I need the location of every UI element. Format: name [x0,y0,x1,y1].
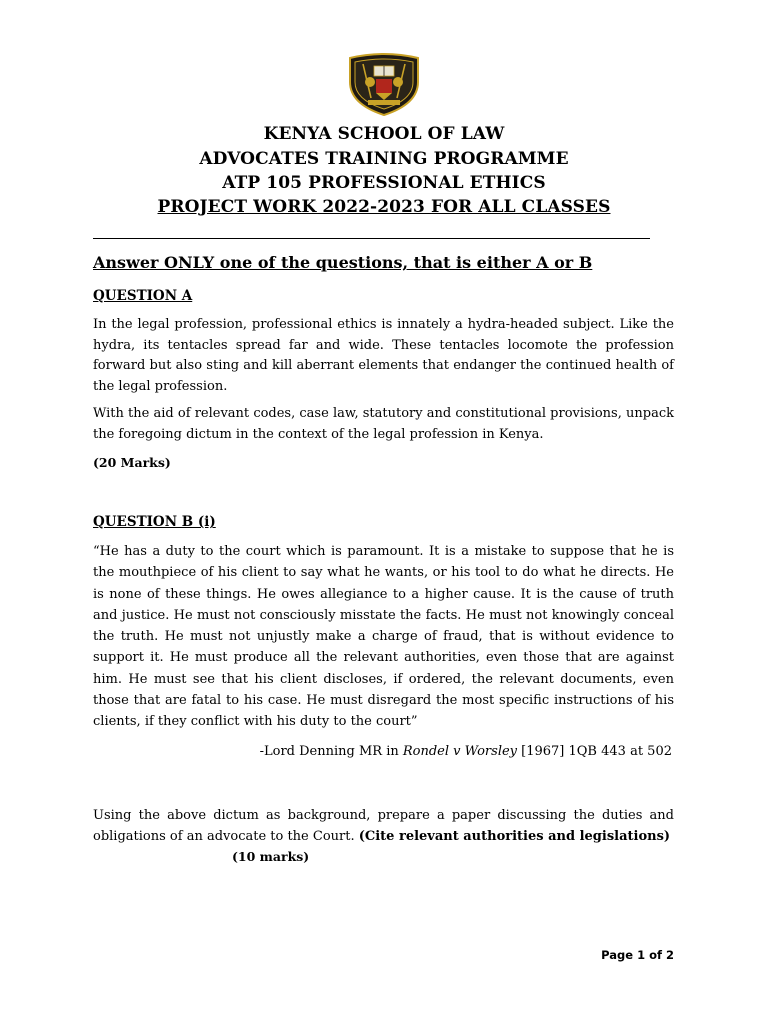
programme-heading: ADVOCATES TRAINING PROGRAMME [199,149,569,169]
question-a-label: QUESTION A [93,288,193,304]
task-bold-note: (Cite relevant authorities and legislations) [358,829,671,844]
page-number: Page 1 of 2 [601,948,674,962]
crest-icon [346,52,422,116]
citation-prefix: -Lord Denning MR in [259,744,403,759]
question-a-paragraph-2: With the aid of relevant codes, case law, statutory and constitutional provisions, unpack the foregoing dictum in the context of the legal profession in Kenya. [93,406,674,442]
question-b-quote: “He has a duty to the court which is paramount. It is a mistake to suppose that he is the mouthpiece of his client to say what he wants, or his tool to do what he directs. He is none of these things. He owes allegiance to a higher cause. It is the cause of truth and justice. He must not consciously misstate the facts. He must not knowingly conceal the truth. He must not unjustly make a charge of fraud, that is without evidence to support it. He must produce all the relevant authorities, even those that are against him. He must see that his client discloses, if ordered, the relevant documents, even those that are fatal to his case. He must disregard the most specific instructions of his clients, if they conflict with his duty to the court” [93,544,674,730]
question-b-marks: (10 marks) [232,849,310,864]
question-b-label: QUESTION B (i) [93,514,216,530]
question-a-paragraph-1: In the legal profession, professional ethics is innately a hydra-headed subject. Like the hydra, its tentacles spread far and wide. These tentacles locomote the profession forward but also sting and kill aberrant elements that endanger the continued health of the legal profession. [93,317,674,394]
question-a-marks: (20 Marks) [93,455,171,470]
horizontal-divider [93,238,650,239]
school-name-heading: KENYA SCHOOL OF LAW [263,124,505,144]
instruction-text: Answer ONLY one of the questions, that is either A or B [93,253,593,272]
question-b-task [93,805,674,847]
course-heading: ATP 105 PROFESSIONAL ETHICS [222,173,546,193]
task-text: Using the above dictum as background, prepare a paper discussing the duties and obligations of an advocate to the Court. [93,808,674,844]
project-heading: PROJECT WORK 2022-2023 FOR ALL CLASSES [157,197,611,217]
quote-citation [260,744,672,759]
citation-case-name: Rondel v Worsley [402,744,518,759]
citation-suffix: [1967] 1QB 443 at 502 [517,744,672,759]
